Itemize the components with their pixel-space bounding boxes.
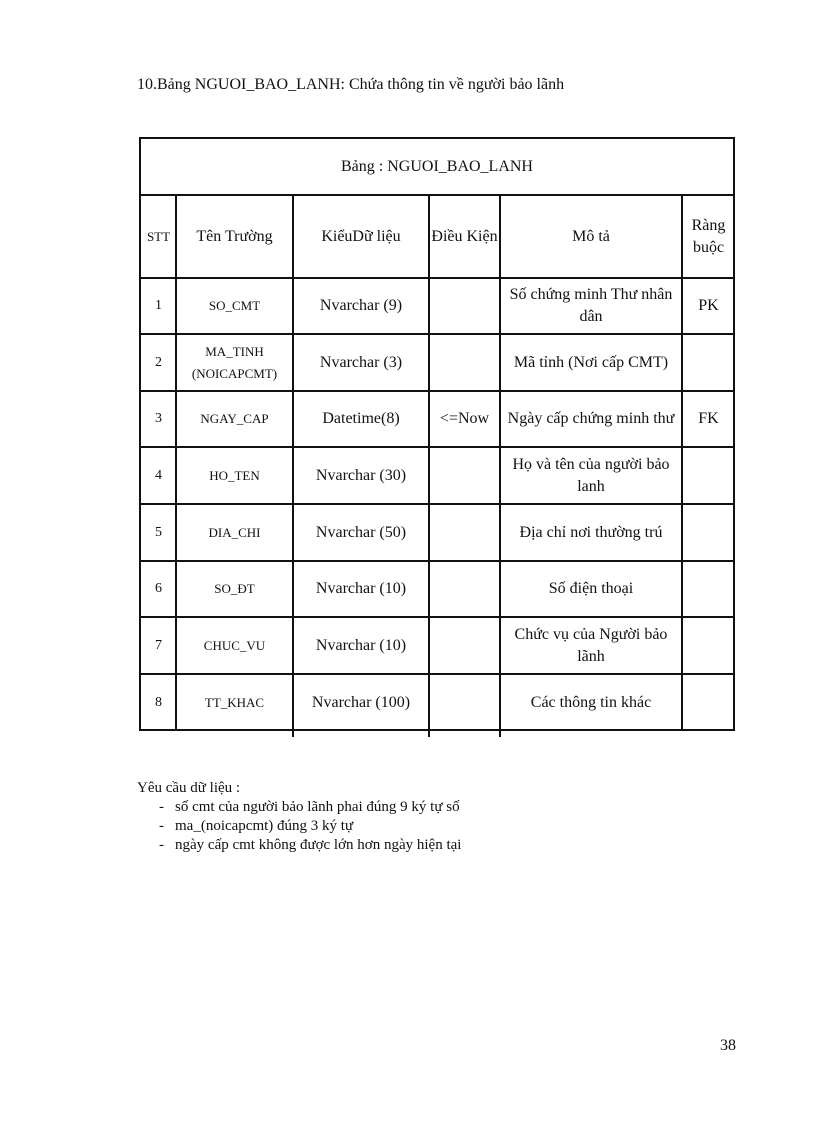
cell-description: Chức vụ của Người bảo lãnh — [514, 625, 668, 665]
cell-stt: 3 — [155, 411, 162, 426]
requirements-list — [137, 798, 461, 855]
cell-constraint — [682, 447, 735, 504]
cell-field-name: SO_ĐT — [214, 581, 255, 596]
cell-data-type: Nvarchar (10) — [315, 580, 407, 597]
cell-data-type: Nvarchar (30) — [315, 466, 407, 484]
cell-stt: 4 — [155, 467, 162, 483]
cell-data-type: Nvarchar (10) — [315, 636, 407, 654]
requirement-item: - số cmt của người bảo lãnh phai đúng 9 ký tự số — [159, 798, 461, 817]
cell-description: Họ và tên của người bảo lanh — [512, 455, 670, 495]
cell-field-name: HO_TEN — [209, 467, 260, 483]
cell-data-type: Nvarchar (3) — [319, 353, 403, 371]
cell-stt: 7 — [155, 637, 162, 653]
cell-description: Các thông tin khác — [530, 693, 652, 711]
cell-condition — [429, 278, 500, 334]
cell-condition: <=Now — [439, 410, 490, 427]
cell-constraint: FK — [698, 410, 719, 427]
cell-field-name: NGAY_CAP — [200, 411, 269, 426]
header-constraint: Ràng buộc — [691, 217, 726, 256]
table-caption: Bảng : NGUOI_BAO_LANH — [141, 139, 733, 196]
cell-data-type: Nvarchar (50) — [315, 523, 407, 541]
header-stt: STT — [146, 229, 171, 244]
cell-data-type: Nvarchar (9) — [319, 297, 403, 314]
cell-description: Ngày cấp chứng minh thư — [507, 410, 675, 427]
cell-condition — [429, 334, 500, 391]
header-data-type: KiểuDữ liệu — [321, 228, 401, 245]
cell-constraint — [682, 617, 735, 674]
requirement-item: - ma_(noicapcmt) đúng 3 ký tự — [159, 817, 461, 836]
cell-constraint — [682, 334, 735, 391]
header-condition: Điều Kiện — [431, 228, 498, 245]
cell-constraint: PK — [698, 297, 719, 314]
cell-field-name: CHUC_VU — [203, 637, 266, 653]
cell-condition — [429, 561, 500, 617]
section-heading: 10.Bảng NGUOI_BAO_LANH: Chứa thông tin về người bảo lãnh — [137, 76, 565, 93]
cell-condition — [429, 447, 500, 504]
cell-description: Mã tỉnh (Nơi cấp CMT) — [513, 353, 669, 371]
cell-field-name: MA_TINH (NOICAPCMT) — [191, 343, 278, 381]
cell-stt: 5 — [155, 524, 162, 540]
cell-condition — [429, 617, 500, 674]
cell-constraint — [682, 504, 735, 561]
requirement-item: - ngày cấp cmt không được lớn hơn ngày hiện tại — [159, 836, 461, 855]
cell-field-name: TT_KHAC — [204, 694, 265, 710]
cell-stt: 8 — [155, 694, 162, 710]
cell-stt: 1 — [155, 298, 162, 313]
cell-field-name: DIA_CHI — [208, 524, 261, 540]
page-number: 38 — [720, 1037, 736, 1054]
cell-constraint — [682, 674, 735, 731]
cell-data-type: Nvarchar (100) — [311, 693, 411, 711]
cell-constraint — [682, 561, 735, 617]
cell-stt: 2 — [155, 354, 162, 370]
cell-description: Số điện thoại — [548, 580, 634, 597]
cell-description: Số chứng minh Thư nhân dân — [509, 286, 673, 325]
cell-condition — [429, 504, 500, 561]
guarantor-table — [139, 137, 735, 731]
cell-data-type: Datetime(8) — [322, 410, 400, 427]
header-field-name: Tên Trường — [196, 228, 273, 245]
data-requirements — [137, 779, 461, 855]
header-description: Mô tả — [572, 228, 610, 245]
cell-field-name: SO_CMT — [208, 298, 261, 313]
requirements-title: Yêu cầu dữ liệu : — [137, 780, 241, 796]
cell-stt: 6 — [155, 581, 162, 596]
cell-condition — [429, 674, 500, 731]
cell-description: Địa chỉ nơi thường trú — [519, 523, 663, 541]
